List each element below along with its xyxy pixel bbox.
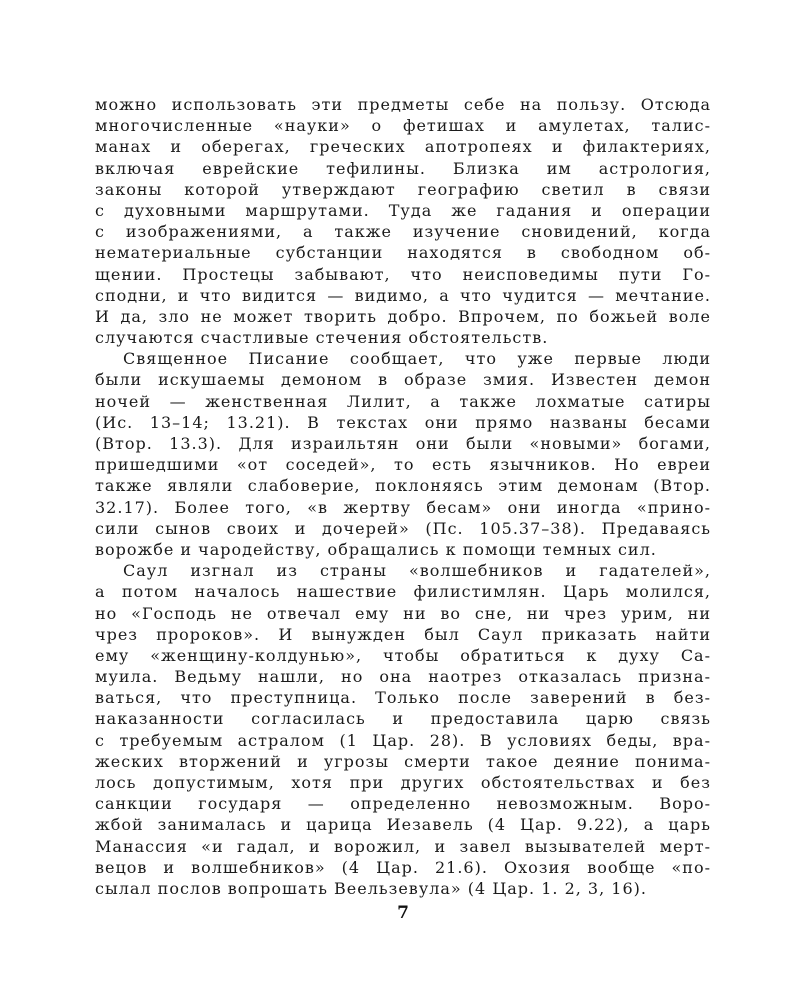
text-line: (Втор. 13.3). Для израильтян они были «новыми» богами, [95,434,711,453]
text-line: с духовными маршрутами. Туда же гадания и операции [95,200,711,220]
text-line: ворожбе и чародейству, обращались к помощи темных сил. [95,539,657,559]
page-number: 7 [397,903,409,923]
text-line: Манассия «и гадал, и ворожил, и завел вызывателей мерт- [95,836,711,856]
text-line: пришедшими «от соседей», то есть язычников. Но евреи [95,455,711,475]
text-line: жбой занималась и царица Иезавель (4 Цар. 9.22), а царь [95,815,711,835]
paragraph [95,94,711,348]
text-line: чрез пророков». И вынужден был Саул приказать найти [95,624,711,644]
text-column [95,94,711,899]
text-line: с требуемым астралом (1 Цар. 28). В условиях беды, вра- [95,730,711,750]
text-line: И да, зло не может творить добро. Впрочем, по божьей воле [95,306,711,326]
text-line: (Ис. 13–14; 13.21). В текстах они прямо названы бесами [95,412,711,432]
text-line: Саул изгнал из страны «волшебников и гадателей», [123,561,711,581]
text-line: нематериальные субстанции находятся в свободном об- [95,243,711,263]
text-line: сили сынов своих и дочерей» (Пс. 105.37–38). Предаваясь [95,518,711,538]
text-line: можно использовать эти предметы себе на пользу. Отсюда [95,95,711,114]
text-line: включая еврейские тефилины. Близка им астрология, [95,158,711,178]
text-line: а потом началось нашествие филистимлян. Царь молился, [95,582,711,602]
text-line: Священное Писание сообщает, что уже первые люди [123,349,711,369]
text-line: манах и оберегах, греческих апотропеях и филактериях, [95,137,711,157]
text-line: были искушаемы демоном в образе змия. Известен демон [95,370,711,390]
text-line: случаются счастливые стечения обстоятельств. [95,328,549,348]
text-line: ему «женщину-колдунью», чтобы обратиться к духу Са- [95,645,711,665]
paragraph [95,560,711,899]
text-line: санкции государя — определенно невозможным. Воро- [95,794,711,814]
text-line: ваться, что преступница. Только после заверений в без- [95,688,711,708]
text-line: вецов и волшебников» (4 Цар. 21.6). Охозия вообще «по- [95,857,711,877]
text-line: наказанности согласилась и предоставила царю связь [95,709,711,729]
text-line: муила. Ведьму нашли, но она наотрез отказалась призна- [95,667,711,687]
text-line: многочисленные «науки» о фетишах и амулетах, талис- [95,116,711,136]
text-line: но «Господь не отвечал ему ни во сне, ни чрез урим, ни [95,603,711,623]
text-line: жеских вторжений и угрозы смерти такое деяние понима- [95,751,711,771]
text-line: законы которой утверждают географию светил в связи [95,179,711,199]
text-line: ночей — женственная Лилит, а также лохматые сатиры [95,391,711,411]
text-line: лось допустимым, хотя при других обстоятельствах и без [95,773,711,792]
text-line: также являли слабоверие, поклоняясь этим демонам (Втор. [95,476,711,496]
text-line: 32.17). Более того, «в жертву бесам» они иногда «прино- [95,497,711,517]
text-line: сылал послов вопрошать Веельзевула» (4 Цар. 1. 2, 3, 16). [95,878,647,898]
paragraph [95,348,711,560]
text-line: щении. Простецы забывают, что неисповедимы пути Го- [95,264,711,284]
text-line: с изображениями, а также изучение сновидений, когда [95,222,711,242]
text-line: сподни, и что видится — видимо, а что чудится — мечтание. [95,285,711,305]
